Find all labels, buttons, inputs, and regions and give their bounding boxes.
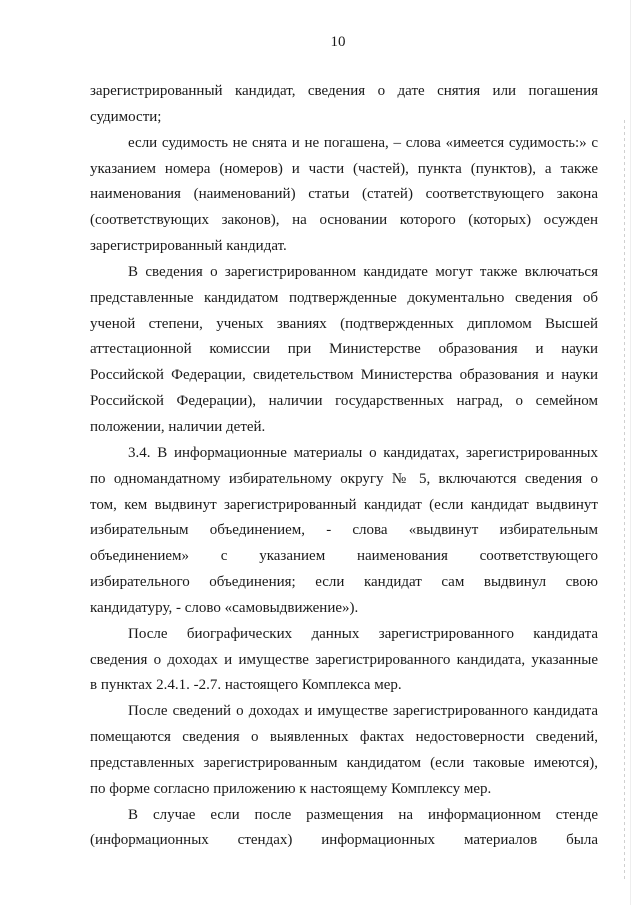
text-line: Российской Федерации), наличии государственных наград, о семейном [90,393,598,410]
text-line: положении, наличии детей. [90,418,266,435]
text-line: по форме согласно приложению к настоящему Комплексу мер. [90,780,492,797]
page-number: 10 [330,34,346,50]
text-line: наименования (наименований) статьи (статей) соответствующего закона [90,186,598,203]
text-line: представленные кандидатом подтвержденные документально сведения об [90,289,598,306]
text-line: если судимость не снята и не погашена, – слова «имеется судимость:» с [128,134,598,151]
text-line: (соответствующих законов), на основании которого (которых) осужден [90,212,598,229]
text-line: указанием номера (номеров) и части (частей), пункта (пунктов), а также [90,160,598,177]
text-line: кандидатуру, - слово «самовыдвижение»). [90,599,359,616]
scan-edge-artifact [624,120,625,880]
text-line: После биографических данных зарегистрированного кандидата [128,625,598,642]
text-line: После сведений о доходах и имуществе зарегистрированного кандидата [128,703,598,720]
text-line: по одномандатному избирательному округу № 5, включаются сведения о [90,470,598,487]
text-line: Российской Федерации, свидетельством Министерства образования и науки [90,367,598,384]
text-line: представленных зарегистрированным кандидатом (если таковые имеются), [90,754,598,771]
text-line: В сведения о зарегистрированном кандидате могут также включаться [128,263,598,280]
text-line: судимости; [90,108,162,125]
text-line: зарегистрированный кандидат, сведения о дате снятия или погашения [90,83,598,99]
text-line: В случае если после размещения на информационном стенде [128,806,598,823]
text-line: аттестационной комиссии при Министерстве образования и науки [90,341,598,358]
text-line: ученой степени, ученых званиях (подтвержденных дипломом Высшей [90,315,598,332]
text-line: том, кем выдвинут зарегистрированный кандидат (если кандидат выдвинут [90,496,598,513]
text-line: (информационных стендах) информационных материалов была [90,832,598,849]
text-line: избирательного объединения; если кандидат сам выдвинул свою [90,574,598,591]
scan-edge-line [630,0,631,905]
text-line: помещаются сведения о выявленных фактах недостоверности сведений, [90,729,598,746]
text-line: сведения о доходах и имуществе зарегистрированного кандидата, указанные [90,651,598,668]
text-line: в пунктах 2.4.1. -2.7. настоящего Комплекса мер. [90,677,402,694]
text-line: 3.4. В информационные материалы о кандидатах, зарегистрированных [128,444,598,461]
text-line: избирательным объединением, - слова «выдвинут избирательным [90,522,598,539]
text-line: объединением» с указанием наименования соответствующего [90,548,598,565]
text-line: зарегистрированный кандидат. [90,238,287,255]
document-body [90,79,598,854]
